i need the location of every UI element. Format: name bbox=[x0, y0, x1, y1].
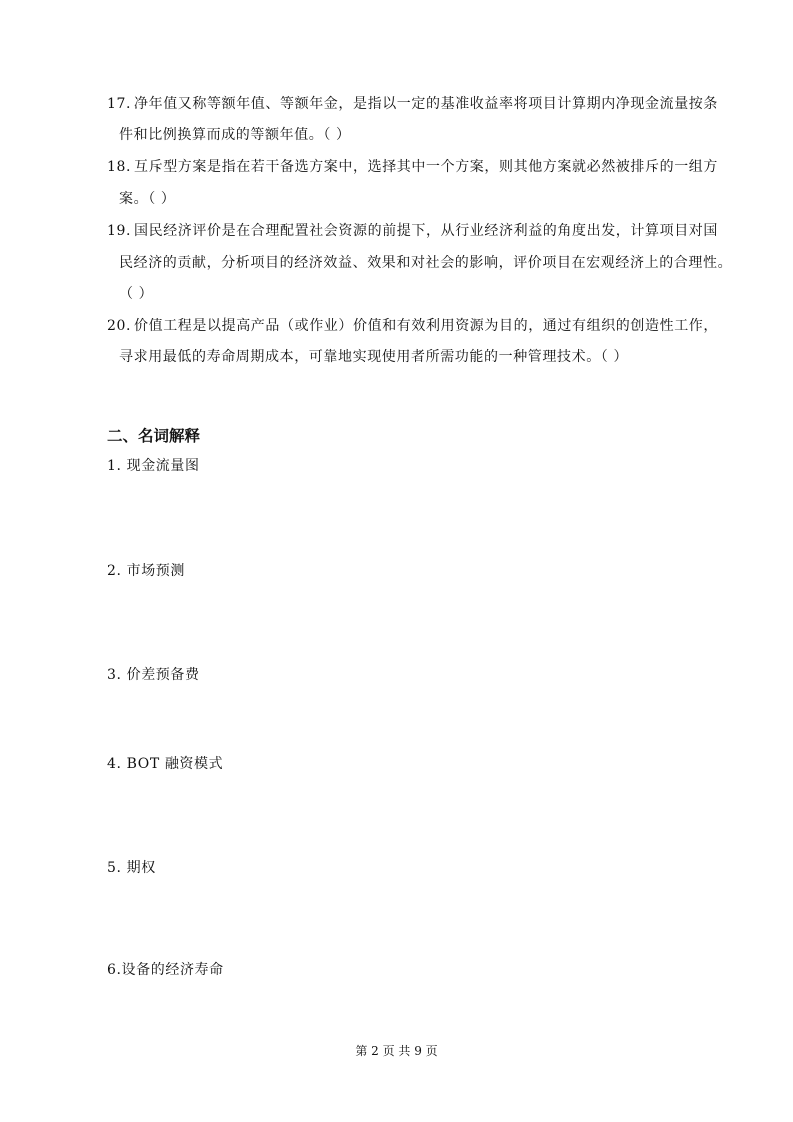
term-item: 2. 市场预测 bbox=[107, 563, 186, 579]
question-text: 互斥型方案是指在若干备选方案中，选择其中一个方案，则其他方案就必然被排斥的一组方 bbox=[134, 159, 718, 175]
question-text: 价值工程是以提高产品（或作业）价值和有效利用资源为目的，通过有组织的创造性工作， bbox=[134, 318, 718, 334]
question-text: 民经济的贡献，分析项目的经济效益、效果和对社会的影响，评价项目在宏观经济上的合理性。 bbox=[119, 255, 733, 271]
term-item: 5. 期权 bbox=[107, 860, 156, 876]
question-text: （ ） bbox=[119, 286, 154, 302]
question-text: 寻求用最低的寿命周期成本，可靠地实现使用者所需功能的一种管理技术。（ ） bbox=[119, 349, 629, 365]
page-footer: 第 2 页 共 9 页 bbox=[355, 1044, 438, 1058]
question-number: 18. bbox=[107, 159, 132, 175]
question-text: 国民经济评价是在合理配置社会资源的前提下，从行业经济利益的角度出发，计算项目对国 bbox=[134, 223, 718, 239]
term-item: 6.设备的经济寿命 bbox=[107, 962, 224, 978]
question-text: 件和比例换算而成的等额年值。（ ） bbox=[119, 127, 351, 143]
question-number: 20. bbox=[107, 318, 132, 334]
term-item: 3. 价差预备费 bbox=[107, 667, 200, 683]
question-number: 17. bbox=[107, 96, 132, 112]
question-number: 19. bbox=[107, 223, 132, 239]
question-text: 净年值又称等额年值、等额年金，是指以一定的基准收益率将项目计算期内净现金流量按条 bbox=[134, 96, 718, 112]
term-item: 4. BOT 融资模式 bbox=[107, 756, 224, 772]
question-text: 案。（ ） bbox=[119, 191, 176, 207]
section-heading: 二、名词解释 bbox=[107, 427, 201, 445]
term-item: 1. 现金流量图 bbox=[107, 458, 200, 474]
